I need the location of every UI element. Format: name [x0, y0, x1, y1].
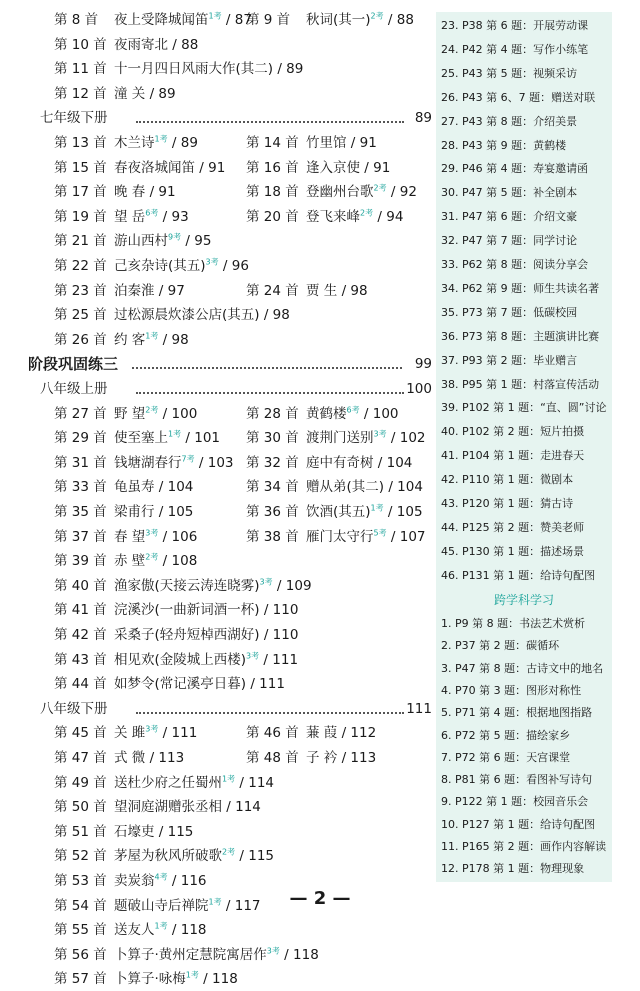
- leader-dots: [136, 712, 404, 714]
- poem-title: 渔家傲(天接云涛连晓雾)$^{3考}$ / 109: [114, 577, 312, 594]
- leader-dots: [132, 367, 402, 369]
- poem-number: 第 12 首: [54, 85, 107, 102]
- poem-number: 第 16 首: [246, 159, 299, 176]
- activity-item: 42. P110 第 1 题：微剧本: [441, 473, 574, 487]
- poem-number: 第 22 首: [54, 258, 107, 274]
- poem-number: 第 57 首: [54, 971, 107, 988]
- poem-number: 第 48 首: [246, 750, 299, 766]
- section-page: 99: [414, 356, 432, 373]
- stage-heading: [28, 352, 432, 376]
- exam-count-badge: 7考: [181, 454, 195, 464]
- exam-count-badge: 2考: [370, 11, 384, 21]
- activity-item: 25. P43 第 5 题：视频采访: [441, 66, 578, 80]
- toc-row: [0, 648, 432, 672]
- poem-number: 第 36 首: [246, 504, 299, 520]
- poem-number: 第 39 首: [54, 553, 107, 570]
- exam-count-badge: 2考: [373, 183, 387, 193]
- activity-item: 7. P72 第 6 题：天宫课堂: [441, 750, 571, 764]
- poem-title: 关 雎$^{3考}$ / 111: [114, 724, 198, 742]
- poem-title: 黄鹤楼$^{6考}$ / 100: [306, 405, 399, 422]
- exam-count-badge: 6考: [346, 405, 360, 415]
- activity-item: 27. P43 第 8 题：介绍美景: [441, 114, 578, 128]
- poem-number: 第 17 首: [54, 184, 107, 201]
- poem-title: 晚 春 / 91: [114, 184, 176, 201]
- poem-title: 夜上受降城闻笛$^{1考}$ / 87: [114, 11, 252, 28]
- poem-number: 第 49 首: [54, 774, 107, 791]
- activity-item: 37. P93 第 2 题：毕业赠言: [441, 353, 578, 367]
- toc-row: [0, 229, 432, 253]
- toc-row: [0, 918, 432, 942]
- poem-title: 子 衿 / 113: [306, 750, 377, 766]
- exam-count-badge: 1考: [185, 970, 199, 980]
- poem-number: 第 10 首: [54, 36, 107, 53]
- poem-number: 第 21 首: [54, 233, 107, 250]
- activity-item: 40. P102 第 2 题：短片拍摄: [441, 425, 585, 439]
- toc-row: [0, 33, 432, 57]
- poem-title: 卜算子·黄州定慧院寓居作$^{3考}$ / 118: [114, 946, 319, 963]
- poem-number: 第 14 首: [246, 135, 299, 151]
- activity-item: 8. P81 第 6 题：看图补写诗句: [441, 773, 593, 787]
- activity-item: 44. P125 第 2 题：赞美老师: [441, 520, 585, 534]
- activity-item: 10. P127 第 1 题：给诗句配图: [441, 817, 596, 831]
- activity-item: 5. P71 第 4 题：根据地图指路: [441, 706, 593, 720]
- poem-title: 贾 生 / 98: [306, 282, 368, 299]
- toc-row: [0, 943, 432, 967]
- toc-row: [0, 57, 432, 81]
- section-label: 八年级上册: [40, 381, 108, 397]
- poem-number: 第 38 首: [246, 528, 299, 545]
- poem-title: 己亥杂诗(其五)$^{3考}$ / 96: [114, 257, 249, 274]
- toc-row: [0, 328, 432, 352]
- exam-count-badge: 2考: [145, 405, 159, 415]
- poem-number: 第 26 首: [54, 331, 107, 348]
- activity-item: 31. P47 第 6 题：介绍文豪: [441, 210, 578, 224]
- section-label: 八年级下册: [40, 700, 108, 717]
- exam-count-badge: 1考: [208, 897, 222, 907]
- poem-number: 第 54 首: [54, 897, 107, 914]
- toc-row: [0, 574, 432, 598]
- poem-number: 第 50 首: [54, 799, 107, 816]
- poem-number: 第 47 首: [54, 750, 107, 766]
- section-heading: [40, 697, 432, 721]
- poem-number: 第 53 首: [54, 873, 107, 889]
- poem-number: 第 9 首: [246, 12, 291, 28]
- toc-row: [0, 598, 432, 622]
- toc-row: [0, 303, 432, 327]
- toc-row: [0, 402, 432, 426]
- activity-item: 39. P102 第 1 题：“直、圆”讨论: [441, 401, 607, 415]
- toc-row: [0, 746, 432, 770]
- poem-title: 卖炭翁$^{4考}$ / 116: [114, 872, 207, 889]
- poem-title: 登飞来峰$^{2考}$ / 94: [306, 208, 404, 225]
- toc-row: [0, 8, 432, 32]
- exam-count-badge: 2考: [222, 847, 236, 857]
- activity-item: 30. P47 第 5 题：补全剧本: [441, 186, 578, 200]
- poem-title: 春 望$^{3考}$ / 106: [114, 528, 198, 545]
- exam-count-badge: 6考: [145, 208, 159, 218]
- activity-item: 36. P73 第 8 题：主题演讲比赛: [441, 329, 600, 343]
- poem-number: 第 43 首: [54, 651, 107, 668]
- poem-title: 式 微 / 113: [114, 750, 185, 766]
- poem-number: 第 19 首: [54, 208, 107, 225]
- toc-row: [0, 426, 432, 450]
- poem-number: 第 29 首: [54, 430, 107, 447]
- poem-title: 钱塘湖春行$^{7考}$ / 103: [114, 454, 234, 471]
- toc-row: [0, 721, 432, 745]
- toc-row: [0, 820, 432, 844]
- poem-number: 第 42 首: [54, 627, 107, 643]
- poem-title: 游山西村$^{9考}$ / 95: [114, 232, 212, 250]
- poem-title: 石壕吏 / 115: [114, 823, 194, 840]
- poem-number: 第 37 首: [54, 528, 107, 545]
- poem-title: 赤 壁$^{2考}$ / 108: [114, 552, 198, 570]
- activity-item: 32. P47 第 7 题：同学讨论: [441, 234, 578, 248]
- leader-dots: [136, 121, 404, 123]
- poem-title: 潼 关 / 89: [114, 85, 176, 102]
- exam-count-badge: 2考: [145, 552, 159, 562]
- toc-row: [0, 844, 432, 868]
- poem-number: 第 25 首: [54, 307, 107, 324]
- section-label: 七年级下册: [40, 110, 108, 127]
- section-label: 阶段巩固练三: [28, 355, 119, 374]
- poem-title: 龟虽寿 / 104: [114, 479, 194, 496]
- activity-item: 45. P130 第 1 题：描述场景: [441, 544, 585, 558]
- poem-title: 春夜洛城闻笛 / 91: [114, 159, 226, 176]
- poem-number: 第 56 首: [54, 946, 107, 963]
- poem-number: 第 13 首: [54, 135, 107, 151]
- poem-title: 赠从弟(其二) / 104: [306, 479, 423, 496]
- section-heading: [40, 377, 432, 401]
- toc-row: [0, 771, 432, 795]
- exam-count-badge: 1考: [154, 134, 168, 144]
- page-number: — 2 —: [289, 888, 351, 909]
- poem-number: 第 20 首: [246, 208, 299, 225]
- exam-count-badge: 1考: [370, 503, 384, 513]
- toc-row: [0, 500, 432, 524]
- exam-count-badge: 3考: [205, 257, 219, 267]
- exam-count-badge: 4考: [154, 872, 168, 882]
- poem-number: 第 31 首: [54, 454, 107, 471]
- poem-number: 第 32 首: [246, 454, 299, 471]
- poem-title: 登幽州台歌$^{2考}$ / 92: [306, 183, 417, 201]
- poem-number: 第 51 首: [54, 823, 107, 840]
- exam-count-badge: 3考: [259, 577, 273, 587]
- poem-title: 约 客$^{1考}$ / 98: [114, 331, 189, 348]
- poem-number: 第 34 首: [246, 479, 299, 496]
- activity-item: 46. P131 第 1 题：给诗句配图: [441, 568, 596, 582]
- exam-count-badge: 1考: [145, 331, 159, 341]
- section-heading: [40, 106, 432, 130]
- poem-title: 卜算子·咏梅$^{1考}$ / 118: [114, 970, 238, 988]
- toc-row: [0, 795, 432, 819]
- poem-number: 第 18 首: [246, 184, 299, 201]
- poem-title: 采桑子(轻舟短棹西湖好) / 110: [114, 627, 299, 643]
- poem-number: 第 11 首: [54, 61, 107, 78]
- poem-number: 第 23 首: [54, 282, 107, 299]
- poem-title: 茅屋为秋风所破歌$^{2考}$ / 115: [114, 847, 274, 865]
- exam-count-badge: 1考: [222, 774, 236, 784]
- poem-title: 如梦令(常记溪亭日暮) / 111: [114, 676, 285, 693]
- exam-count-badge: 3考: [373, 429, 387, 439]
- poem-number: 第 24 首: [246, 282, 299, 299]
- poem-title: 野 望$^{2考}$ / 100: [114, 405, 198, 422]
- activity-item: 35. P73 第 7 题：低碳校园: [441, 305, 578, 319]
- exam-count-badge: 1考: [154, 921, 168, 931]
- toc-row: [0, 205, 432, 229]
- poem-number: 第 27 首: [54, 405, 107, 422]
- poem-title: 送友人$^{1考}$ / 118: [114, 921, 207, 939]
- activity-item: 23. P38 第 6 题：开展劳动课: [441, 19, 589, 32]
- poem-title: 十一月四日风雨大作(其二) / 89: [114, 61, 304, 78]
- activity-item: 41. P104 第 1 题：走进春天: [441, 449, 585, 463]
- poem-title: 题破山寺后禅院$^{1考}$ / 117: [114, 897, 261, 914]
- toc-row: [0, 279, 432, 303]
- poem-title: 梁甫行 / 105: [114, 504, 194, 520]
- toc-row: [0, 525, 432, 549]
- activity-item: 38. P95 第 1 题：村落宣传活动: [441, 377, 600, 391]
- toc-row: [0, 475, 432, 499]
- activity-item: 33. P62 第 8 题：阅读分享会: [441, 258, 589, 271]
- poem-title: 竹里馆 / 91: [306, 135, 377, 151]
- activities-panel: [436, 12, 612, 882]
- activity-item: 24. P42 第 4 题：写作小练笔: [441, 42, 589, 56]
- poem-number: 第 52 首: [54, 848, 107, 865]
- poem-number: 第 45 首: [54, 725, 107, 742]
- activity-item: 26. P43 第 6、7 题：赠送对联: [441, 90, 596, 104]
- poem-number: 第 55 首: [54, 922, 107, 939]
- poem-number: 第 44 首: [54, 676, 107, 693]
- exam-count-badge: 3考: [266, 946, 280, 956]
- toc-row: [0, 131, 432, 155]
- exam-count-badge: 3考: [145, 724, 159, 734]
- poem-title: 使至塞上$^{1考}$ / 101: [114, 429, 220, 447]
- poem-number: 第 28 首: [246, 405, 299, 422]
- poem-title: 庭中有奇树 / 104: [306, 454, 413, 471]
- exam-count-badge: 5考: [373, 528, 387, 538]
- exam-count-badge: 3考: [145, 528, 159, 538]
- activity-item: 3. P47 第 8 题：古诗文中的地名: [441, 661, 604, 675]
- poem-number: 第 35 首: [54, 504, 107, 520]
- section-page: 89: [414, 110, 432, 127]
- poem-title: 望 岳$^{6考}$ / 93: [114, 208, 189, 225]
- poem-number: 第 46 首: [246, 725, 299, 742]
- activity-item: 6. P72 第 5 题：描绘家乡: [441, 728, 571, 742]
- poem-number: 第 15 首: [54, 159, 107, 176]
- section-page: 100: [406, 381, 432, 397]
- poem-title: 泊秦淮 / 97: [114, 282, 185, 299]
- toc-row: [0, 623, 432, 647]
- poem-title: 逢入京使 / 91: [306, 159, 391, 176]
- poem-number: 第 40 首: [54, 577, 107, 594]
- activity-item: 43. P120 第 1 题：猜古诗: [441, 497, 574, 510]
- poem-title: 过松源晨炊漆公店(其五) / 98: [114, 307, 290, 324]
- exam-count-badge: 1考: [208, 11, 222, 21]
- poem-title: 渡荆门送别$^{3考}$ / 102: [306, 429, 426, 447]
- poem-title: 木兰诗$^{1考}$ / 89: [114, 134, 198, 151]
- poem-title: 浣溪沙(一曲新词酒一杯) / 110: [114, 602, 299, 619]
- poem-title: 相见欢(金陵城上西楼)$^{3考}$ / 111: [114, 651, 299, 668]
- activity-item: 2. P37 第 2 题：碳循环: [441, 639, 560, 653]
- activity-item: 4. P70 第 3 题：图形对称性: [441, 683, 582, 697]
- poem-title: 饮酒(其五)$^{1考}$ / 105: [306, 503, 423, 520]
- toc-row: [0, 82, 432, 106]
- activity-item: 34. P62 第 9 题：师生共读名著: [441, 281, 600, 295]
- poem-number: 第 33 首: [54, 479, 107, 496]
- poem-title: 夜雨寄北 / 88: [114, 36, 199, 53]
- toc-row: [0, 254, 432, 278]
- interdisciplinary-heading: 跨学科学习: [493, 593, 554, 607]
- exam-count-badge: 3考: [246, 651, 260, 661]
- poem-title: 送杜少府之任蜀州$^{1考}$ / 114: [114, 774, 274, 791]
- section-page: 111: [406, 700, 432, 717]
- activity-item: 1. P9 第 8 题：书法艺术赏析: [441, 617, 586, 630]
- toc-row: [0, 672, 432, 696]
- poem-number: 第 30 首: [246, 430, 299, 447]
- toc-row: [0, 967, 432, 991]
- leader-dots: [136, 392, 404, 394]
- poem-title: 望洞庭湖赠张丞相 / 114: [114, 799, 261, 816]
- activity-item: 9. P122 第 1 题：校园音乐会: [441, 795, 589, 809]
- toc-row: [0, 549, 432, 573]
- activity-item: 29. P46 第 4 题：寿宴邀请函: [441, 162, 589, 176]
- activity-item: 12. P178 第 1 题：物理现象: [441, 862, 585, 876]
- poem-title: 蒹 葭 / 112: [306, 725, 377, 742]
- poem-number: 第 41 首: [54, 602, 107, 619]
- poem-number: 第 8 首: [54, 12, 99, 28]
- exam-count-badge: 1考: [168, 429, 182, 439]
- exam-count-badge: 9考: [168, 232, 182, 242]
- activity-item: 28. P43 第 9 题：黄鹤楼: [441, 138, 567, 152]
- toc-row: [0, 180, 432, 204]
- exam-count-badge: 2考: [360, 208, 374, 218]
- activity-item: 11. P165 第 2 题：画作内容解读: [441, 840, 607, 853]
- poem-title: 雁门太守行$^{5考}$ / 107: [306, 528, 426, 545]
- poem-title: 秋词(其一)$^{2考}$ / 88: [306, 11, 414, 28]
- toc-row: [0, 451, 432, 475]
- toc-row: [0, 156, 432, 180]
